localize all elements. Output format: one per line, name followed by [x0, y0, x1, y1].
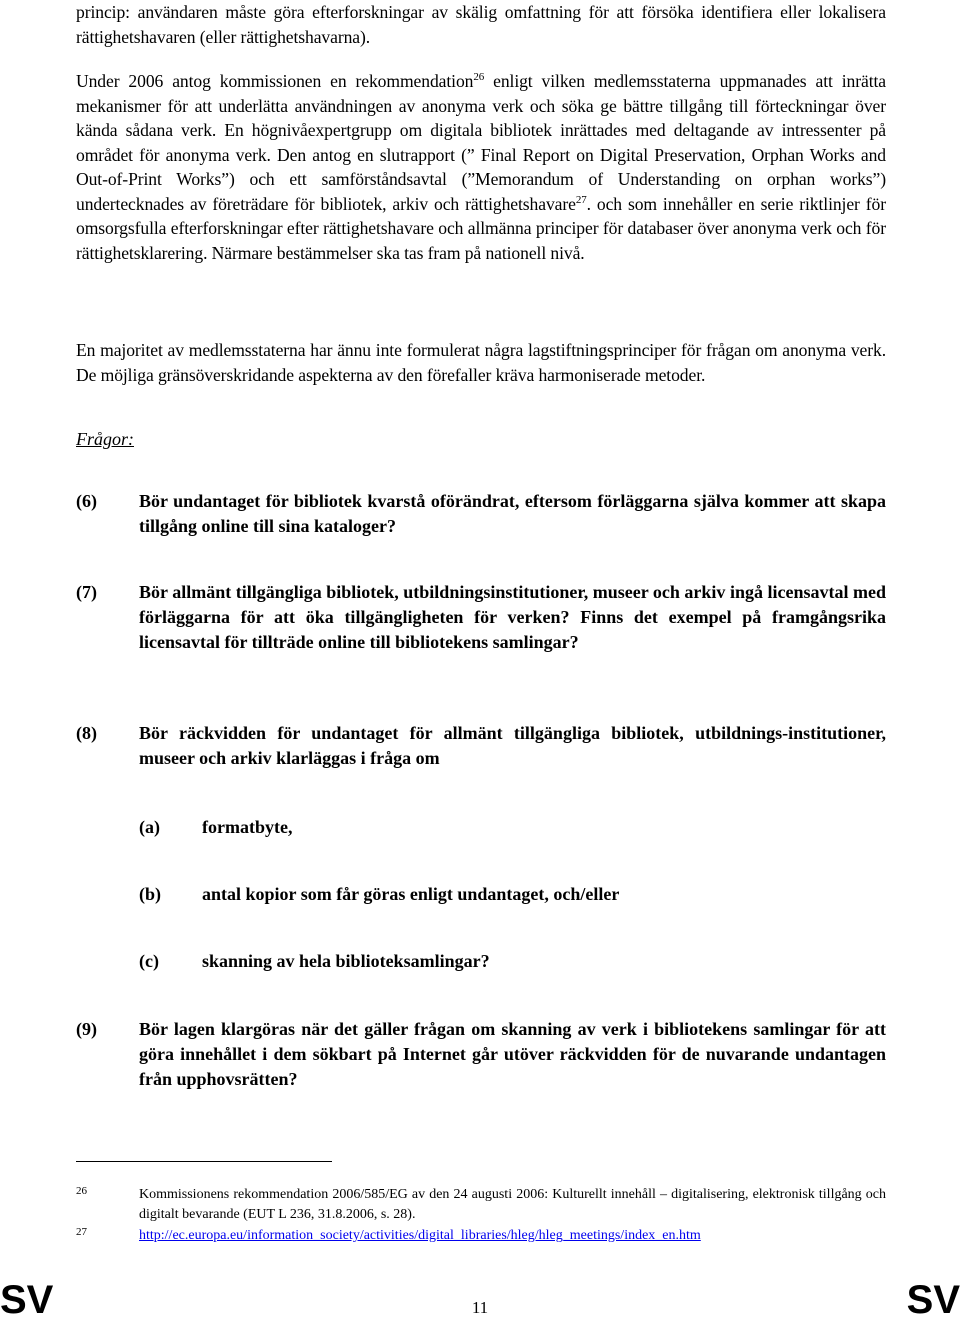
sub-item-number: (c) [139, 951, 159, 971]
paragraph-2 [76, 69, 886, 265]
sub-item-b [139, 882, 619, 907]
question-9 [76, 1017, 886, 1092]
footnote-number: 26 [76, 1185, 87, 1197]
paragraph-2-part-a: Under 2006 antog kommissionen en rekommendation [76, 71, 474, 91]
language-code-left: SV [0, 1278, 54, 1322]
page-number: 11 [471, 1298, 489, 1317]
language-code-right: SV [906, 1278, 960, 1322]
question-number: (9) [76, 1019, 97, 1039]
paragraph-2-part-b: enligt vilken medlemsstaterna uppmanades att inrätta mekanismer för att underlätta användningen av anonyma verk och söka ge bättre tillgång till förteckningar över kända sådana verk. En högnivåexpertgrupp om digitala bibliotek inrättades med deltagande av intressenter på området för anonyma verk. Den antog en slutrapport (” Final Report on Digital Preservation, Orphan Works and Out-of-Print Works”) och ett samförståndsavtal (”Memorandum of Understanding on orphan works”) undertecknades av företrädare för bibliotek, arkiv och rättighetshavare [76, 71, 886, 214]
footnote-divider [76, 1161, 332, 1162]
footnote-text: Kommissionens rekommendation 2006/585/EG av den 24 augusti 2006: Kulturellt innehåll – digitalisering, elektronisk tillgång och digitalt bevarande (EUT L 236, 31.8.2006, s. 28). [139, 1187, 886, 1222]
question-number: (8) [76, 723, 97, 743]
footnote-link[interactable]: http://ec.europa.eu/information_society/activities/digital_libraries/hleg/hleg_meetings/index_en.htm [139, 1228, 701, 1243]
question-text: Bör allmänt tillgängliga bibliotek, utbildningsinstitutioner, museer och arkiv ingå licensavtal med förläggarna för att öka tillgängligheten för verken? Finns det exempel på framgångsrika licensavtal för tillträde online till bibliotekens samlingar? [139, 582, 886, 652]
question-text: Bör lagen klargöras när det gäller frågan om skanning av verk i bibliotekens samlingar för att göra innehållet i dem sökbart på Internet går utöver räckvidden för de nuvarande undantagen från upphovsrätten? [139, 1019, 886, 1089]
footnote-ref-27[interactable]: 27 [575, 193, 587, 206]
footnote-number: 27 [76, 1226, 87, 1238]
sub-item-text: skanning av hela biblioteksamlingar? [202, 951, 490, 971]
sub-item-text: formatbyte, [202, 817, 293, 837]
sub-item-c [139, 949, 490, 974]
question-6 [76, 489, 886, 539]
footnote-27 [76, 1226, 886, 1246]
sub-item-a [139, 815, 292, 840]
questions-heading: Frågor: [76, 429, 134, 449]
sub-item-number: (b) [139, 884, 161, 904]
question-8 [76, 721, 886, 771]
question-7 [76, 580, 886, 655]
question-number: (7) [76, 582, 97, 602]
footnote-26 [76, 1185, 886, 1225]
paragraph-1: princip: användaren måste göra efterforskningar av skälig omfattning för att försöka identifiera eller lokalisera rättighetshavaren (eller rättighetshavarna). [76, 2, 886, 47]
question-text: Bör undantaget för bibliotek kvarstå oförändrat, eftersom förläggarna själva kommer att skapa tillgång online till sina kataloger? [139, 491, 886, 536]
paragraph-3: En majoritet av medlemsstaterna har ännu inte formulerat några lagstiftningsprinciper för frågan om anonyma verk. De möjliga gränsöverskridande aspekterna av den förefaller kräva harmoniserade metoder. [76, 340, 886, 385]
question-number: (6) [76, 491, 97, 511]
sub-item-text: antal kopior som får göras enligt undantaget, och/eller [202, 884, 620, 904]
question-text: Bör räckvidden för undantaget för allmänt tillgängliga bibliotek, utbildnings-institutioner, museer och arkiv klarläggas i fråga om [139, 723, 886, 768]
sub-item-number: (a) [139, 817, 160, 837]
footnote-ref-26[interactable]: 26 [473, 71, 485, 83]
paragraph-2-part-c: . och som innehåller en serie riktlinjer för omsorgsfulla efterforskningar efter rättighetshavare och allmänna principer för databaser över anonyma verk och för rättighetsklarering. Närmare bestämmelser ska tas fram på nationell nivå. [76, 193, 886, 263]
